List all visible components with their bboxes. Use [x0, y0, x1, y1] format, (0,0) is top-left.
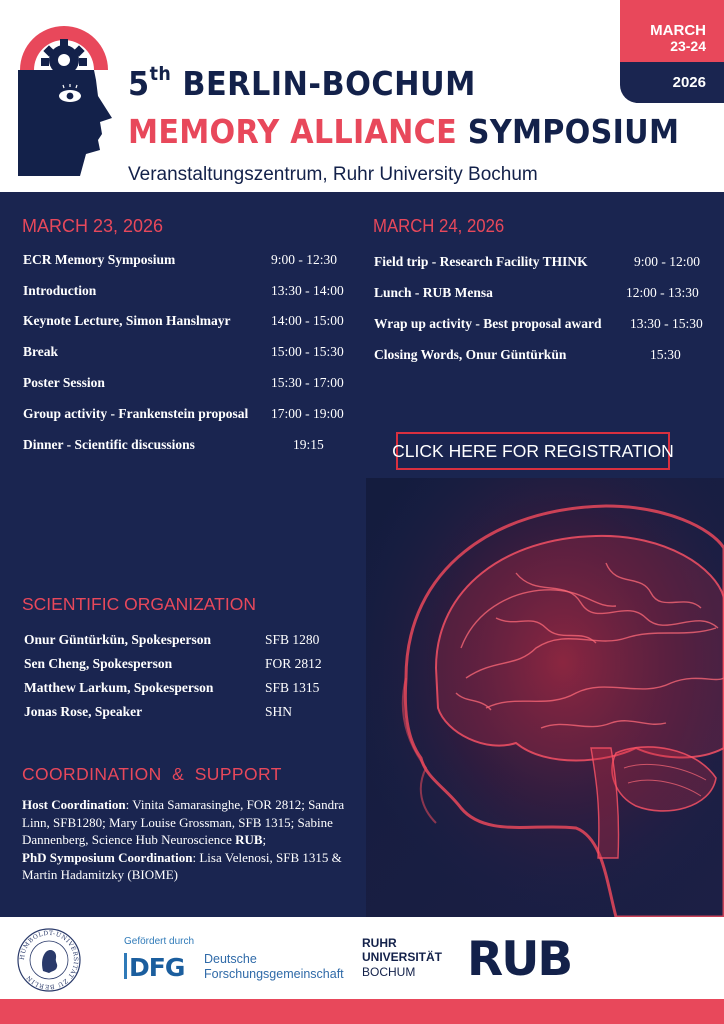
title-ordinal: th	[149, 63, 172, 85]
dfg-funded-by: Gefördert durch	[124, 936, 195, 947]
registration-button[interactable]: CLICK HERE FOR REGISTRATION	[396, 432, 670, 470]
day2-schedule	[374, 252, 714, 372]
schedule-row	[374, 347, 714, 367]
dfg-name-line-1: Deutsche	[204, 952, 257, 966]
schedule-row	[374, 316, 714, 336]
host-rub-label: RUB	[235, 832, 263, 847]
day2-heading: MARCH 24, 2026	[373, 216, 505, 236]
schedule-row	[23, 375, 353, 395]
schedule-event: Introduction	[23, 283, 97, 298]
date-month: MARCH	[650, 22, 706, 39]
title-number: 5	[128, 64, 150, 103]
dfg-logo	[124, 953, 196, 979]
schedule-row	[23, 437, 353, 457]
schedule-time: 15:00 - 15:30	[271, 344, 344, 359]
title-symposium: SYMPOSIUM	[467, 112, 680, 151]
venue-text: Veranstaltungszentrum, Ruhr University Bochum	[128, 164, 538, 185]
schedule-time: 17:00 - 19:00	[271, 406, 344, 421]
schedule-time: 19:15	[293, 437, 324, 452]
schedule-event: Group activity - Frankenstein proposal	[23, 406, 249, 421]
schedule-row	[374, 285, 714, 305]
schedule-time: 13:30 - 15:30	[630, 316, 703, 331]
organizer-unit: SFB 1315	[265, 680, 320, 695]
schedule-event: Break	[23, 344, 59, 359]
schedule-event: Field trip - Research Facility THINK	[374, 254, 588, 269]
date-year: 2026	[672, 74, 706, 91]
date-badge	[620, 0, 724, 103]
schedule-time: 14:00 - 15:00	[271, 313, 344, 328]
schedule-row	[23, 252, 353, 272]
schedule-time: 12:00 - 13:30	[626, 285, 699, 300]
schedule-event: Wrap up activity - Best proposal award	[374, 316, 602, 331]
schedule-time: 13:30 - 14:00	[271, 283, 344, 298]
schedule-row	[23, 406, 353, 426]
phd-coordination-label: PhD Symposium Coordination	[22, 849, 193, 865]
title-berlin-bochum: BERLIN-BOCHUM	[182, 64, 476, 103]
organizer-unit: SHN	[265, 704, 293, 719]
organizer-name: Onur Güntürkün, Spokesperson	[24, 632, 211, 647]
rub-mark-text: RUB	[467, 933, 572, 979]
phd-coordination-names: : Lisa Velenosi, SFB 1315 & Martin Hadamitzky (BIOME)	[22, 849, 342, 882]
schedule-row	[23, 344, 353, 364]
rub-logo	[467, 933, 575, 979]
organizer-row	[24, 680, 344, 700]
organizer-row	[24, 704, 344, 724]
dfg-name-line-2: Forschungsgemeinschaft	[204, 967, 344, 981]
organizer-row	[24, 656, 344, 676]
rub-name-line-1: RUHR	[362, 936, 397, 950]
bottom-accent-bar	[0, 999, 724, 1024]
rub-name-line-3: BOCHUM	[362, 965, 416, 979]
organizer-unit: FOR 2812	[265, 656, 322, 671]
brain-xray-image	[366, 478, 724, 917]
organizer-unit: SFB 1280	[265, 632, 320, 647]
day1-schedule	[23, 252, 353, 452]
organizer-name: Matthew Larkum, Spokesperson	[24, 680, 214, 695]
schedule-row	[23, 283, 353, 303]
organizer-name: Jonas Rose, Speaker	[24, 704, 143, 719]
dfg-mark: DFG	[129, 953, 185, 979]
scientific-organization-heading: SCIENTIFIC ORGANIZATION	[22, 594, 256, 614]
head-gear-eye-icon	[14, 18, 114, 178]
schedule-event: Poster Session	[23, 375, 105, 390]
schedule-event: ECR Memory Symposium	[23, 252, 176, 267]
schedule-event: Closing Words, Onur Güntürkün	[374, 347, 567, 362]
title-line-1	[128, 64, 476, 103]
date-days: 23-24	[670, 38, 706, 54]
humboldt-seal-logo	[16, 927, 82, 993]
organizer-name: Sen Cheng, Spokesperson	[24, 656, 173, 671]
schedule-time: 9:00 - 12:30	[271, 252, 337, 267]
host-coordination-label: Host Coordination	[22, 797, 126, 812]
title-memory-alliance: MEMORY ALLIANCE	[128, 112, 457, 151]
host-coordination-names: : Vinita Samarasinghe, FOR 2812; Sandra Linn, SFB1280; Mary Louise Grossman, SFB 1315; Sabine Dannenberg, Science Hub Neuroscience	[22, 797, 345, 847]
schedule-row	[23, 313, 353, 333]
schedule-event: Lunch - RUB Mensa	[374, 285, 493, 300]
rub-name-line-2: UNIVERSITÄT	[362, 950, 443, 964]
schedule-row	[374, 254, 714, 274]
schedule-time: 15:30 - 17:00	[271, 375, 344, 390]
title-line-2	[128, 112, 679, 151]
program-panel	[0, 192, 724, 917]
header	[0, 0, 724, 192]
organizer-list	[24, 632, 344, 732]
day1-heading: MARCH 23, 2026	[22, 216, 164, 236]
host-coordination-end: ;	[262, 832, 267, 847]
schedule-time: 15:30	[650, 347, 681, 362]
coordination-heading: COORDINATION & SUPPORT	[22, 764, 282, 784]
sponsor-footer	[0, 917, 724, 999]
hu-seal-text: HUMBOLDT-UNIVERSITÄT ZU BERLIN	[18, 929, 80, 991]
organizer-row	[24, 632, 344, 652]
schedule-time: 9:00 - 12:00	[634, 254, 700, 269]
schedule-event: Keynote Lecture, Simon Hanslmayr	[23, 313, 231, 328]
coordination-text	[22, 796, 352, 884]
schedule-event: Dinner - Scientific discussions	[23, 437, 195, 452]
